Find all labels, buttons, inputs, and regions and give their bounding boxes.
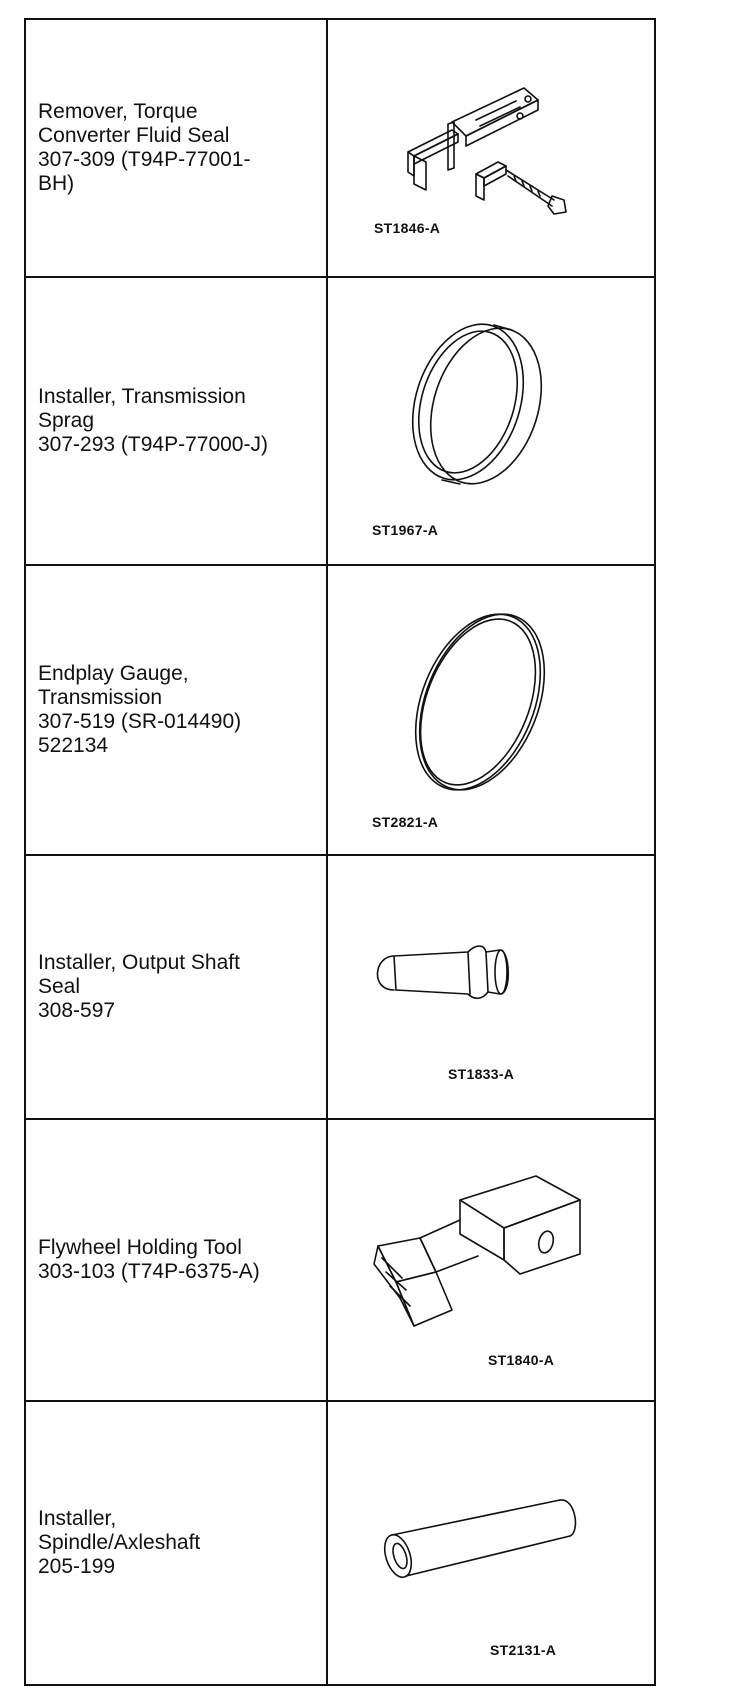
figure-code: ST1846-A [374,220,441,236]
tool-description-cell [26,856,328,1120]
fluid-seal-remover-icon [388,50,588,220]
tool-name-line: Transmission [38,686,163,709]
figure-code: ST1833-A [448,1066,515,1082]
tool-description-cell [26,1120,328,1402]
tool-description-cell [26,566,328,856]
tool-number-line: 307-309 (T94P-77001- [38,148,251,171]
tool-description-cell [26,20,328,278]
tool-name-line: Seal [38,975,81,998]
flywheel-holding-tool-icon [374,1160,604,1350]
tool-number-line: BH) [38,172,75,195]
tool-number-line: 307-519 (SR-014490) [38,710,242,733]
special-tools-table [24,18,656,1686]
tool-number-line: 205-199 [38,1555,116,1578]
endplay-gauge-ring-icon [400,602,560,802]
tool-illustration-cell [328,1120,654,1402]
tool-description [38,385,318,457]
axleshaft-installer-tube-icon [374,1492,584,1592]
tool-name-line: Endplay Gauge, [38,662,189,685]
tool-number-line: 303-103 (T74P-6375-A) [38,1260,260,1283]
tool-name-line: Remover, Torque [38,100,198,123]
figure-code: ST2821-A [372,814,439,830]
tool-illustration-cell [328,1402,654,1684]
tool-name-line: Flywheel Holding Tool [38,1236,242,1259]
tool-description-cell [26,278,328,566]
figure-code: ST2131-A [490,1642,557,1658]
tool-description [38,662,318,758]
tool-illustration-cell [328,278,654,566]
tool-name-line: Spindle/Axleshaft [38,1531,201,1554]
tool-number-line: 308-597 [38,999,116,1022]
tool-number-line: 307-293 (T94P-77000-J) [38,433,268,456]
tool-name-line: Installer, Transmission [38,385,246,408]
tool-description [38,1236,318,1284]
sprag-ring-installer-icon [404,312,554,502]
seal-installer-icon [364,934,564,1014]
tool-illustration-cell [328,856,654,1120]
tool-name-line: Converter Fluid Seal [38,124,230,147]
tool-illustration-cell [328,566,654,856]
tool-number-line: 522134 [38,734,109,757]
figure-code: ST1967-A [372,522,439,538]
tool-description [38,951,318,1023]
figure-code: ST1840-A [488,1352,555,1368]
tool-description [38,1507,318,1579]
tool-name-line: Installer, Output Shaft [38,951,240,974]
tool-description [38,100,318,196]
tool-description-cell [26,1402,328,1684]
tool-name-line: Sprag [38,409,95,432]
tool-illustration-cell [328,20,654,278]
tool-name-line: Installer, [38,1507,117,1530]
